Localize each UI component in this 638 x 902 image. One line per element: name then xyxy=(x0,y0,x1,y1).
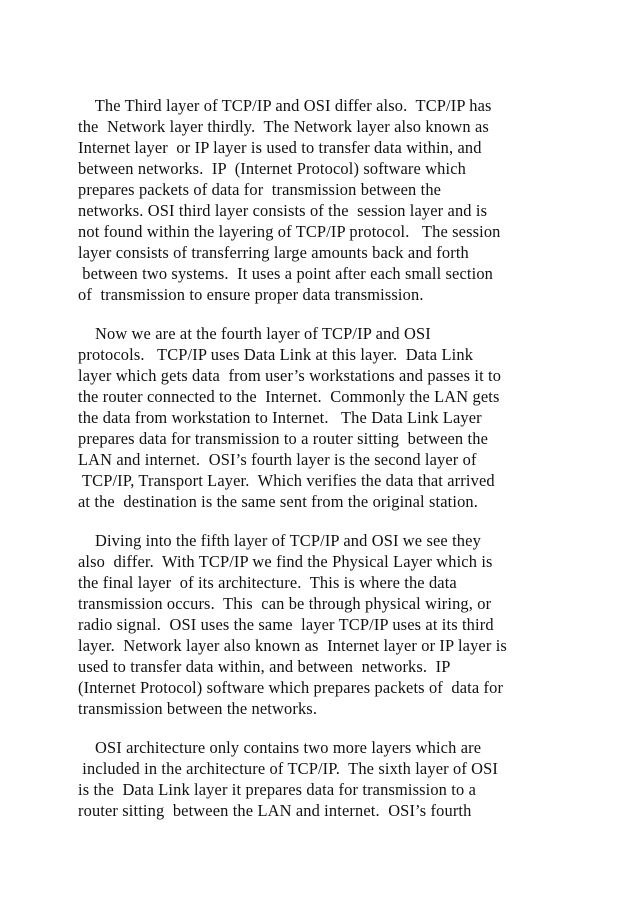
text-line: Diving into the fifth layer of TCP/IP and OSI we see they xyxy=(78,531,481,550)
text-line: the data from workstation to Internet. The Data Link Layer xyxy=(78,408,482,427)
text-line: TCP/IP, Transport Layer. Which verifies the data that arrived xyxy=(78,471,495,490)
text-line: layer consists of transferring large amounts back and forth xyxy=(78,243,469,262)
text-line: (Internet Protocol) software which prepares packets of data for xyxy=(78,678,504,697)
text-line: protocols. TCP/IP uses Data Link at this layer. Data Link xyxy=(78,345,474,364)
text-line: also differ. With TCP/IP we find the Physical Layer which is xyxy=(78,552,493,571)
text-line: is the Data Link layer it prepares data for transmission to a xyxy=(78,780,477,799)
text-line: the router connected to the Internet. Commonly the LAN gets xyxy=(78,387,500,406)
text-line: transmission between the networks. xyxy=(78,699,318,718)
text-line: layer. Network layer also known as Internet layer or IP layer is xyxy=(78,636,507,655)
text-line: between two systems. It uses a point after each small section xyxy=(78,264,494,283)
text-line: LAN and internet. OSI’s fourth layer is the second layer of xyxy=(78,450,477,469)
text-line: layer which gets data from user’s workstations and passes it to xyxy=(78,366,502,385)
text-line: used to transfer data within, and between networks. IP xyxy=(78,657,451,676)
text-line: prepares data for transmission to a router sitting between the xyxy=(78,429,488,448)
text-line: radio signal. OSI uses the same layer TCP/IP uses at its third xyxy=(78,615,494,634)
text-line: between networks. IP (Internet Protocol) software which xyxy=(78,159,466,178)
text-line: the Network layer thirdly. The Network layer also known as xyxy=(78,117,489,136)
text-line: at the destination is the same sent from the original station. xyxy=(78,492,479,511)
text-line: OSI architecture only contains two more layers which are xyxy=(78,738,482,757)
text-line: of transmission to ensure proper data transmission. xyxy=(78,285,424,304)
text-line: router sitting between the LAN and internet. OSI’s fourth xyxy=(78,801,472,820)
text-line: not found within the layering of TCP/IP protocol. The session xyxy=(78,222,501,241)
text-line: networks. OSI third layer consists of the session layer and is xyxy=(78,201,488,220)
text-line: Now we are at the fourth layer of TCP/IP and OSI xyxy=(78,324,431,343)
text-line: transmission occurs. This can be through physical wiring, or xyxy=(78,594,492,613)
text-line: prepares packets of data for transmission between the xyxy=(78,180,442,199)
text-line: the final layer of its architecture. This is where the data xyxy=(78,573,457,592)
text-line: Internet layer or IP layer is used to transfer data within, and xyxy=(78,138,482,157)
text-line: included in the architecture of TCP/IP. The sixth layer of OSI xyxy=(78,759,499,778)
text-line: The Third layer of TCP/IP and OSI differ also. TCP/IP has xyxy=(78,96,492,115)
